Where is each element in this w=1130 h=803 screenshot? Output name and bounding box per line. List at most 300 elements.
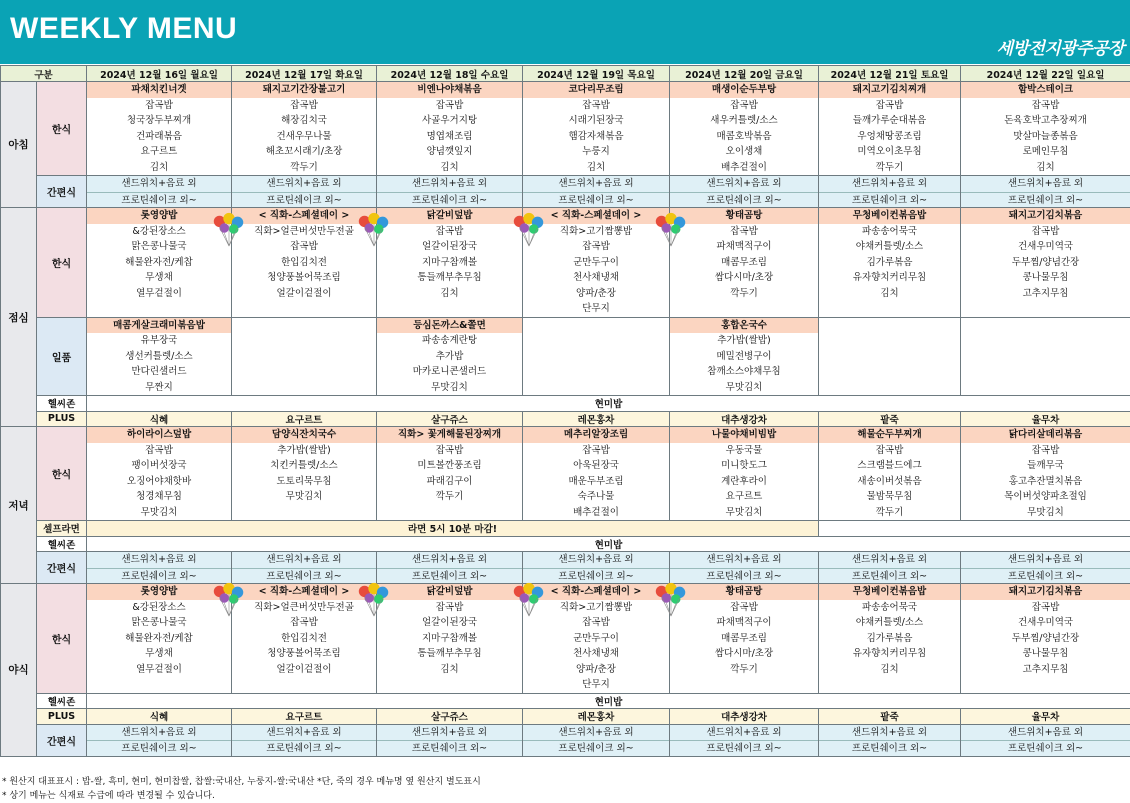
menu-item: 단무지 <box>523 301 669 317</box>
menu-item: 파래김구이 <box>377 474 522 490</box>
menu-item: 파송송어묵국 <box>819 224 960 240</box>
snack-item: 프로틴쉐이크 외~ <box>670 192 818 208</box>
menu-item: 지마구참깨볼 <box>377 631 522 647</box>
snack-item: 샌드위치+음료 외 <box>523 725 669 741</box>
plus-item: 레몬홍차 <box>523 709 670 725</box>
menu-item: 무맛김치 <box>87 505 231 521</box>
menu-item: 쌈다시마/초장 <box>670 646 818 662</box>
snack-item: 샌드위치+음료 외 <box>523 552 669 568</box>
snack-item: 프로틴쉐이크 외~ <box>87 192 231 208</box>
menu-item: 김가루볶음 <box>819 255 960 271</box>
menu-item: 얼갈이겉절이 <box>232 286 376 302</box>
main-dish: < 직화-스페셜데이 > <box>523 584 669 600</box>
snack-cell <box>670 552 819 584</box>
menu-item: 파채맥적구이 <box>670 239 818 255</box>
menu-item: 깍두기 <box>670 286 818 302</box>
snack-item: 프로틴쉐이크 외~ <box>670 568 818 584</box>
plus-item: 팥죽 <box>819 411 961 427</box>
menu-item: 청양풍볼어묵조림 <box>232 270 376 286</box>
menu-cell <box>232 584 377 694</box>
menu-item: 깍두기 <box>232 160 376 176</box>
main-dish: 홍합온국수 <box>670 318 818 334</box>
snack-item: 샌드위치+음료 외 <box>819 552 960 568</box>
menu-item: &강된장소스 <box>87 224 231 240</box>
category-snack: 간편식 <box>37 552 87 584</box>
snack-item: 샌드위치+음료 외 <box>377 176 522 192</box>
menu-item: 깍두기 <box>377 489 522 505</box>
menu-item: 양념깻잎지 <box>377 144 522 160</box>
menu-item: 야채커틀렛/소스 <box>819 239 960 255</box>
main-dish: < 직화-스페셜데이 > <box>232 584 376 600</box>
main-dish: 돼지고기김치볶음 <box>961 584 1130 600</box>
menu-item: 김치 <box>87 160 231 176</box>
menu-item: 미니핫도그 <box>670 458 818 474</box>
snack-item: 프로틴쉐이크 외~ <box>819 740 960 756</box>
menu-item: 추가밥(쌀밥) <box>232 443 376 459</box>
snack-cell <box>670 176 819 208</box>
main-dish: 무청베이컨볶음밥 <box>819 208 960 224</box>
plus-item: 대추생강차 <box>670 709 819 725</box>
menu-item: 직화>고기짬뽕밥 <box>523 224 669 240</box>
main-dish: 돼지고기김치찌개 <box>819 82 960 98</box>
meal-label-night: 야식 <box>1 584 37 757</box>
menu-item: 들깨무국 <box>961 458 1130 474</box>
menu-item: 무생채 <box>87 270 231 286</box>
snack-item: 샌드위치+음료 외 <box>523 176 669 192</box>
menu-item: 열무겉절이 <box>87 286 231 302</box>
main-dish: 하이라이스덮밥 <box>87 427 231 443</box>
menu-item: 잡곡밥 <box>377 98 522 114</box>
snack-cell <box>670 724 819 756</box>
health-item: 현미밥 <box>87 536 1130 552</box>
plus-item: 율무차 <box>961 709 1130 725</box>
menu-item: 한입김치전 <box>232 631 376 647</box>
meal-label-breakfast: 아침 <box>1 82 37 208</box>
snack-cell <box>961 552 1130 584</box>
menu-item: 매운두부조림 <box>523 474 669 490</box>
menu-item: 잡곡밥 <box>523 443 669 459</box>
day-header: 2024년 12월 19일 목요일 <box>523 66 670 82</box>
main-dish: 매콤게살크래미볶음밥 <box>87 318 231 334</box>
main-dish: 돼지고기간장불고기 <box>232 82 376 98</box>
menu-item: 미역오이초무침 <box>819 144 960 160</box>
menu-item: 요구르트 <box>87 144 231 160</box>
menu-item: 들깨가루순대볶음 <box>819 113 960 129</box>
snack-item: 프로틴쉐이크 외~ <box>377 192 522 208</box>
menu-item: 배추겉절이 <box>523 505 669 521</box>
menu-cell <box>377 584 523 694</box>
day-header: 2024년 12월 21일 토요일 <box>819 66 961 82</box>
menu-item: 무짠지 <box>87 380 231 396</box>
menu-item: 아욱된장국 <box>523 458 669 474</box>
menu-item: 치킨커틀렛/소스 <box>232 458 376 474</box>
selfra-row <box>1 521 1130 537</box>
snack-cell <box>232 552 377 584</box>
footnotes <box>2 775 481 803</box>
menu-cell <box>523 427 670 521</box>
snack-item: 프로틴쉐이크 외~ <box>961 568 1130 584</box>
menu-item: 잡곡밥 <box>670 600 818 616</box>
menu-item: 고추지무침 <box>961 662 1130 678</box>
plus-item: 살구쥬스 <box>377 709 523 725</box>
menu-item: 새송이버섯볶음 <box>819 474 960 490</box>
main-dish: 닭다리살데리볶음 <box>961 427 1130 443</box>
empty-cell <box>232 317 377 396</box>
menu-item: 유자향치커리무침 <box>819 270 960 286</box>
main-dish: 코다리무조림 <box>523 82 669 98</box>
menu-item: 참깨소스야채무침 <box>670 364 818 380</box>
snack-cell <box>961 176 1130 208</box>
menu-item: 우엉채땅콩조림 <box>819 129 960 145</box>
main-dish: < 직화-스페셜데이 > <box>523 208 669 224</box>
menu-item: 천사채냉채 <box>523 270 669 286</box>
snack-item: 샌드위치+음료 외 <box>670 176 818 192</box>
menu-item: 파송송계란탕 <box>377 333 522 349</box>
menu-item: 김치 <box>377 160 522 176</box>
menu-item: 양파/춘장 <box>523 286 669 302</box>
menu-item: 한입김치전 <box>232 255 376 271</box>
menu-item: 건새우미역국 <box>961 239 1130 255</box>
menu-cell <box>961 82 1130 176</box>
menu-item: 청양풍볼어묵조림 <box>232 646 376 662</box>
snack-item: 샌드위치+음료 외 <box>819 176 960 192</box>
menu-item: 잡곡밥 <box>87 443 231 459</box>
plus-item: 식혜 <box>87 709 232 725</box>
plus-item: 요구르트 <box>232 411 377 427</box>
menu-item: 로메인무침 <box>961 144 1130 160</box>
snack-item: 프로틴쉐이크 외~ <box>377 568 522 584</box>
brand-logo-text: 세방전지광주공장 <box>997 34 1124 59</box>
snack-item: 샌드위치+음료 외 <box>232 552 376 568</box>
menu-cell <box>377 208 523 318</box>
menu-cell <box>819 584 961 694</box>
menu-item: 깍두기 <box>670 662 818 678</box>
weekly-menu-table <box>0 65 1130 757</box>
snack-cell <box>819 176 961 208</box>
snack-item: 프로틴쉐이크 외~ <box>819 192 960 208</box>
snack-item: 샌드위치+음료 외 <box>961 552 1130 568</box>
menu-cell <box>232 82 377 176</box>
plus-item: 살구쥬스 <box>377 411 523 427</box>
menu-cell <box>232 208 377 318</box>
menu-row <box>1 317 1130 333</box>
menu-item: 무생채 <box>87 646 231 662</box>
menu-item: 팽이버섯장국 <box>87 458 231 474</box>
main-dish: 닭갈비덮밥 <box>377 584 522 600</box>
menu-item: 잡곡밥 <box>819 443 960 459</box>
menu-item: 스크램블드에그 <box>819 458 960 474</box>
menu-item: 무맛김치 <box>961 505 1130 521</box>
category-plus: PLUS <box>37 411 87 427</box>
main-dish: 돼지고기김치볶음 <box>961 208 1130 224</box>
menu-cell <box>523 584 670 694</box>
category-health: 헬씨존 <box>37 693 87 709</box>
menu-item: 누룽지 <box>523 144 669 160</box>
menu-item: 야채커틀렛/소스 <box>819 615 960 631</box>
menu-cell <box>670 82 819 176</box>
menu-cell <box>670 317 819 396</box>
health-item: 현미밥 <box>87 396 1130 412</box>
category-plus: PLUS <box>37 709 87 725</box>
plus-item: 율무차 <box>961 411 1130 427</box>
menu-item: 생선커틀렛/소스 <box>87 349 231 365</box>
menu-item: 쌈다시마/초장 <box>670 270 818 286</box>
menu-cell <box>232 427 377 521</box>
menu-item: 청국장두부찌개 <box>87 113 231 129</box>
menu-item: 직화>고기짬뽕밥 <box>523 600 669 616</box>
menu-item: 파채맥적구이 <box>670 615 818 631</box>
menu-item: 새우커틀렛/소스 <box>670 113 818 129</box>
menu-item: 해물완자전/케찹 <box>87 255 231 271</box>
menu-item: 두부찜/양념간장 <box>961 255 1130 271</box>
menu-item: 사골우거지탕 <box>377 113 522 129</box>
menu-item: 잡곡밥 <box>961 600 1130 616</box>
menu-item: 햄감자채볶음 <box>523 129 669 145</box>
day-header: 2024년 12월 17일 화요일 <box>232 66 377 82</box>
health-item: 현미밥 <box>87 693 1130 709</box>
empty-cell <box>819 521 1130 537</box>
menu-item: 미트볼깐풍조림 <box>377 458 522 474</box>
category-korean: 한식 <box>37 427 87 521</box>
main-dish: 해물순두부찌개 <box>819 427 960 443</box>
snack-item: 프로틴쉐이크 외~ <box>232 568 376 584</box>
main-dish: 롯영양밥 <box>87 208 231 224</box>
snack-item: 샌드위치+음료 외 <box>377 725 522 741</box>
menu-item: 만다린샐러드 <box>87 364 231 380</box>
main-dish: 담양식잔치국수 <box>232 427 376 443</box>
main-dish: 나물야채비빔밥 <box>670 427 818 443</box>
menu-item: 김치 <box>377 662 522 678</box>
category-selfra: 셀프라면 <box>37 521 87 537</box>
category-snack: 간편식 <box>37 724 87 756</box>
category-health: 헬씨존 <box>37 536 87 552</box>
snack-item: 샌드위치+음료 외 <box>819 725 960 741</box>
category-korean: 한식 <box>37 208 87 318</box>
menu-item: 무맛김치 <box>670 505 818 521</box>
menu-item: 잡곡밥 <box>670 98 818 114</box>
menu-item: 매콤무조림 <box>670 631 818 647</box>
menu-item: 목이버섯양파초절임 <box>961 489 1130 505</box>
plus-item: 대추생강차 <box>670 411 819 427</box>
menu-row <box>1 427 1130 443</box>
menu-item: 매콤호박볶음 <box>670 129 818 145</box>
menu-item: 잡곡밥 <box>961 443 1130 459</box>
snack-item: 프로틴쉐이크 외~ <box>87 740 231 756</box>
menu-cell <box>377 427 523 521</box>
menu-item: 열무겉절이 <box>87 662 231 678</box>
main-dish: 비엔나야채볶음 <box>377 82 522 98</box>
menu-item: 잡곡밥 <box>523 239 669 255</box>
selfra-note: 라면 5시 10분 마감! <box>87 521 819 537</box>
main-dish: 닭갈비덮밥 <box>377 208 522 224</box>
menu-item: 건새우미역국 <box>961 615 1130 631</box>
snack-cell <box>377 552 523 584</box>
main-dish: 무청베이컨볶음밥 <box>819 584 960 600</box>
page-title: WEEKLY MENU <box>10 12 237 46</box>
category-snack: 간편식 <box>37 176 87 208</box>
menu-item: 김가루볶음 <box>819 631 960 647</box>
health-row <box>1 396 1130 412</box>
menu-item: 오이생채 <box>670 144 818 160</box>
menu-item: 맑은콩나물국 <box>87 239 231 255</box>
menu-item: 잡곡밥 <box>232 615 376 631</box>
main-dish: 황태곰탕 <box>670 208 818 224</box>
menu-item: 숙주나물 <box>523 489 669 505</box>
menu-item: 통들깨부추무침 <box>377 646 522 662</box>
snack-cell <box>377 724 523 756</box>
menu-item: 고추지무침 <box>961 286 1130 302</box>
snack-item: 프로틴쉐이크 외~ <box>523 740 669 756</box>
menu-item: 잡곡밥 <box>377 224 522 240</box>
meal-label-lunch: 점심 <box>1 208 37 427</box>
main-dish: 황태곰탕 <box>670 584 818 600</box>
snack-cell <box>87 176 232 208</box>
menu-item: 얼갈이된장국 <box>377 239 522 255</box>
menu-item: 깍두기 <box>819 160 960 176</box>
menu-cell <box>377 317 523 396</box>
snack-cell <box>232 176 377 208</box>
header-banner <box>0 0 1130 64</box>
menu-item: 매콤무조림 <box>670 255 818 271</box>
snack-cell <box>523 552 670 584</box>
menu-cell <box>87 82 232 176</box>
menu-item: 오징어야채핫바 <box>87 474 231 490</box>
menu-item: 잡곡밥 <box>232 98 376 114</box>
snack-item: 샌드위치+음료 외 <box>961 725 1130 741</box>
plus-item: 요구르트 <box>232 709 377 725</box>
menu-item: 깍두기 <box>819 505 960 521</box>
snack-item: 프로틴쉐이크 외~ <box>232 740 376 756</box>
menu-item: 해초꼬시래기/초장 <box>232 144 376 160</box>
snack-item: 프로틴쉐이크 외~ <box>670 740 818 756</box>
change-footnote: * 상기 메뉴는 식재료 수급에 따라 변경될 수 있습니다. <box>2 789 481 803</box>
menu-item: 잡곡밥 <box>523 615 669 631</box>
menu-row <box>1 208 1130 226</box>
main-dish: 함박스테이크 <box>961 82 1130 98</box>
main-dish: 직화> 꽃게해물된장찌개 <box>377 427 522 443</box>
menu-item: 잡곡밥 <box>377 600 522 616</box>
menu-cell <box>670 427 819 521</box>
main-dish: < 직화-스페셜데이 > <box>232 208 376 224</box>
menu-item: 유부장국 <box>87 333 231 349</box>
menu-item: 군만두구이 <box>523 255 669 271</box>
day-header: 2024년 12월 22일 일요일 <box>961 66 1130 82</box>
menu-item: 해장김치국 <box>232 113 376 129</box>
menu-item: 양파/춘장 <box>523 662 669 678</box>
menu-cell <box>87 427 232 521</box>
snack-item: 샌드위치+음료 외 <box>670 725 818 741</box>
snack-row <box>1 552 1130 568</box>
menu-item: 맛살마늘종볶음 <box>961 129 1130 145</box>
health-row <box>1 536 1130 552</box>
snack-cell <box>87 724 232 756</box>
snack-item: 프로틴쉐이크 외~ <box>87 568 231 584</box>
menu-item: 물밤묵무침 <box>819 489 960 505</box>
menu-item: &강된장소스 <box>87 600 231 616</box>
menu-item: 잡곡밥 <box>523 98 669 114</box>
menu-item: 무맛김치 <box>670 380 818 396</box>
menu-item: 김치 <box>819 286 960 302</box>
menu-item: 마카로니콘샐러드 <box>377 364 522 380</box>
snack-item: 프로틴쉐이크 외~ <box>523 568 669 584</box>
snack-item: 샌드위치+음료 외 <box>87 176 231 192</box>
meal-label-dinner: 저녁 <box>1 427 37 584</box>
menu-item: 건파래볶음 <box>87 129 231 145</box>
menu-item: 얼갈이겉절이 <box>232 662 376 678</box>
menu-cell <box>819 208 961 318</box>
menu-cell <box>961 427 1130 521</box>
menu-item: 군만두구이 <box>523 631 669 647</box>
day-header: 2024년 12월 18일 수요일 <box>377 66 523 82</box>
menu-item: 시래기된장국 <box>523 113 669 129</box>
snack-cell <box>87 552 232 584</box>
empty-cell <box>819 317 961 396</box>
snack-item: 프로틴쉐이크 외~ <box>377 740 522 756</box>
menu-item: 돈육호박고추장찌개 <box>961 113 1130 129</box>
menu-item: 우동국물 <box>670 443 818 459</box>
plus-item: 레몬홍차 <box>523 411 670 427</box>
menu-item: 김치 <box>819 662 960 678</box>
category-general: 일품 <box>37 317 87 396</box>
menu-item: 추가밥(쌀밥) <box>670 333 818 349</box>
menu-item: 통들깨부추무침 <box>377 270 522 286</box>
snack-cell <box>819 552 961 584</box>
snack-item: 프로틴쉐이크 외~ <box>232 192 376 208</box>
menu-item: 유자향치커리무침 <box>819 646 960 662</box>
menu-cell <box>961 208 1130 318</box>
snack-cell <box>523 724 670 756</box>
menu-item: 요구르트 <box>670 489 818 505</box>
menu-cell <box>961 584 1130 694</box>
menu-cell <box>819 82 961 176</box>
empty-cell <box>961 317 1130 396</box>
menu-item: 무맛김치 <box>232 489 376 505</box>
snack-item: 샌드위치+음료 외 <box>377 552 522 568</box>
day-header-row <box>1 66 1130 82</box>
health-row <box>1 693 1130 709</box>
menu-item: 명엽채조림 <box>377 129 522 145</box>
menu-item: 해물완자전/케찹 <box>87 631 231 647</box>
menu-row <box>1 82 1130 98</box>
menu-item: 잡곡밥 <box>377 443 522 459</box>
snack-cell <box>377 176 523 208</box>
snack-item: 샌드위치+음료 외 <box>961 176 1130 192</box>
plus-item: 식혜 <box>87 411 232 427</box>
menu-cell <box>87 208 232 318</box>
snack-item: 프로틴쉐이크 외~ <box>961 740 1130 756</box>
menu-item: 계란후라이 <box>670 474 818 490</box>
main-dish: 롯영양밥 <box>87 584 231 600</box>
main-dish: 메추리알장조림 <box>523 427 669 443</box>
day-header: 2024년 12월 16일 월요일 <box>87 66 232 82</box>
snack-cell <box>961 724 1130 756</box>
snack-item: 샌드위치+음료 외 <box>232 725 376 741</box>
main-dish: 파채치킨너겟 <box>87 82 231 98</box>
snack-cell <box>819 724 961 756</box>
menu-cell <box>377 82 523 176</box>
menu-cell <box>523 82 670 176</box>
menu-row <box>1 584 1130 600</box>
snack-item: 프로틴쉐이크 외~ <box>961 192 1130 208</box>
snack-item: 샌드위치+음료 외 <box>87 725 231 741</box>
main-dish: 등심돈까스&쫄면 <box>377 318 522 334</box>
menu-item: 직화>얼큰버섯만두전골 <box>232 600 376 616</box>
menu-item: 잡곡밥 <box>232 239 376 255</box>
menu-item: 잡곡밥 <box>87 98 231 114</box>
menu-item: 메밀전병구이 <box>670 349 818 365</box>
snack-item: 프로틴쉐이크 외~ <box>523 192 669 208</box>
menu-item: 무맛김치 <box>377 380 522 396</box>
